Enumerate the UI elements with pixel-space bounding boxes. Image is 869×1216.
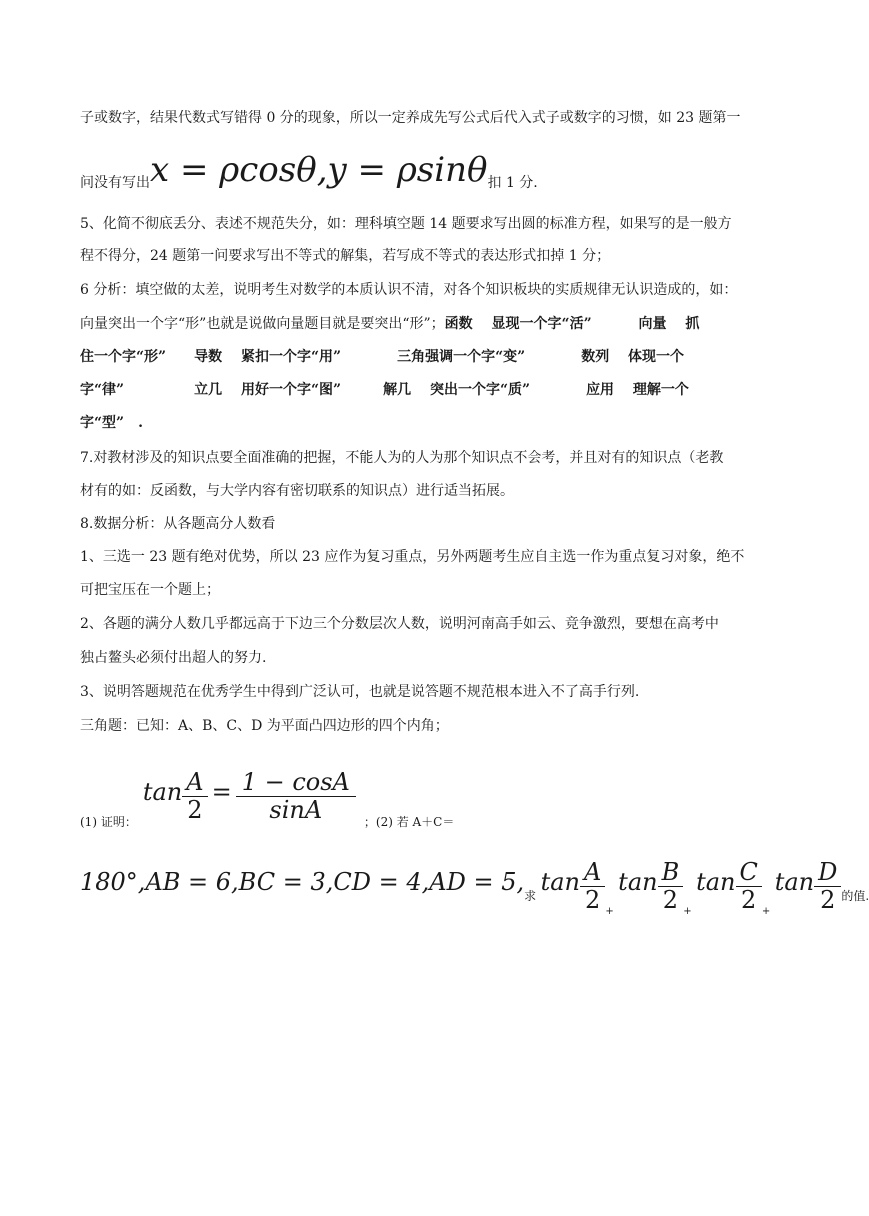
text-suffix: 扣 1 分. [487,175,538,191]
frac-den: 2 [741,885,757,914]
text-line-10: 7.对教材涉及的知识点要全面准确的把握，不能人为的人为那个知识点不会考，并且对有的知识点（老教 [80,450,724,466]
text-line-18: 三角题：已知：A、B、C、D 为平面凸四边形的四个内角； [80,718,449,734]
text-line-3: 5、化简不彻底丢分、表述不规范失分，如：理科填空题 14 题要求写出圆的标准方程，如果写的是一般方 [80,216,732,232]
text-qiu: 求 [524,889,537,903]
problem-part-2 [80,842,869,952]
text-line-12: 8.数据分析：从各题高分人数看 [80,516,276,532]
frac-den: 2 [820,885,836,914]
rhs-den: sinA [269,795,323,824]
frac-den: 2 [585,885,601,914]
tan-4: tan [774,868,815,896]
text-line-16: 独占鳌头必须付出超人的努力. [80,650,267,666]
text-line-1: 子或数字，结果代数式写错得 0 分的现象，所以一定养成先写公式后代入式子或数字的习惯，如 23 题第一 [80,110,741,126]
formula-polar: x = ρcosθ,y = ρsinθ [150,150,488,190]
text-bold: 函数 显现一个字“活” 向量 抓 [444,316,700,332]
frac-num: A [580,859,605,886]
text-line-11: 材有的如：反函数，与大学内容有密切联系的知识点）进行适当拓展。 [80,483,514,499]
fraction-b-half [658,859,684,913]
frac-num: D [814,859,841,886]
lhs-tan: tan [142,778,183,806]
text-prefix: 问没有写出 [80,175,150,191]
fraction-d-half [814,859,841,913]
fraction-c-half [736,859,762,913]
equals-sign: = [211,778,232,806]
text-tail: 的值. [841,889,869,903]
text-line-5: 6 分析：填空做的太差，说明考生对数学的本质认识不清，对各个知识板块的实质规律无认识造成的，如： [80,282,738,298]
plus-sign: + [605,906,614,917]
text-line-4: 程不得分，24 题第一问要求写出不等式的解集，若写成不等式的表达形式扣掉 1 分； [80,248,611,264]
rhs-num: 1 − cosA [236,769,356,796]
fraction-a-half [580,859,605,913]
frac-num: B [658,859,684,886]
frac-den: 2 [662,885,679,914]
text-line-2 [80,150,538,203]
rhs-fraction [236,769,356,823]
tan-3: tan [696,868,736,896]
lhs-num: A [182,769,207,796]
text-line-7: 住一个字“形” 导数 紧扣一个字“用” 三角强调一个字“变” 数列 体现一个 [80,349,685,365]
plus-sign: + [683,906,692,917]
part2-label: ；(2) 若 A＋C＝ [363,815,455,829]
text-line-9: 字“型” . [80,415,143,431]
text-line-6 [80,314,699,334]
tan-1: tan [540,868,580,896]
given-conditions: 180°,AB = 6,BC = 3,CD = 4,AD = 5, [80,868,525,896]
text-normal: 向量突出一个字“形”也就是说做向量题目就是要突出“形”； [80,316,445,332]
text-line-17: 3、说明答题规范在优秀学生中得到广泛认可，也就是说答题不规范根本进入不了高手行列. [80,684,640,700]
text-line-13: 1、三选一 23 题有绝对优势，所以 23 应作为复习重点，另外两题考生应自主选一作为重点复习对象，绝不 [80,549,745,565]
text-line-15: 2、各题的满分人数几乎都远高于下边三个分数层次人数，说明河南高手如云、竞争激烈，要想在高考中 [80,616,719,632]
lhs-fraction [182,769,207,823]
plus-sign: + [761,906,771,917]
lhs-den: 2 [187,795,203,824]
text-line-14: 可把宝压在一个题上； [80,582,220,598]
tan-2: tan [618,868,658,896]
frac-num: C [736,859,762,886]
part1-label: (1) 证明： [80,815,137,829]
text-line-8: 字“律” 立几 用好一个字“图” 解几 突出一个字“质” 应用 理解一个 [80,382,689,398]
